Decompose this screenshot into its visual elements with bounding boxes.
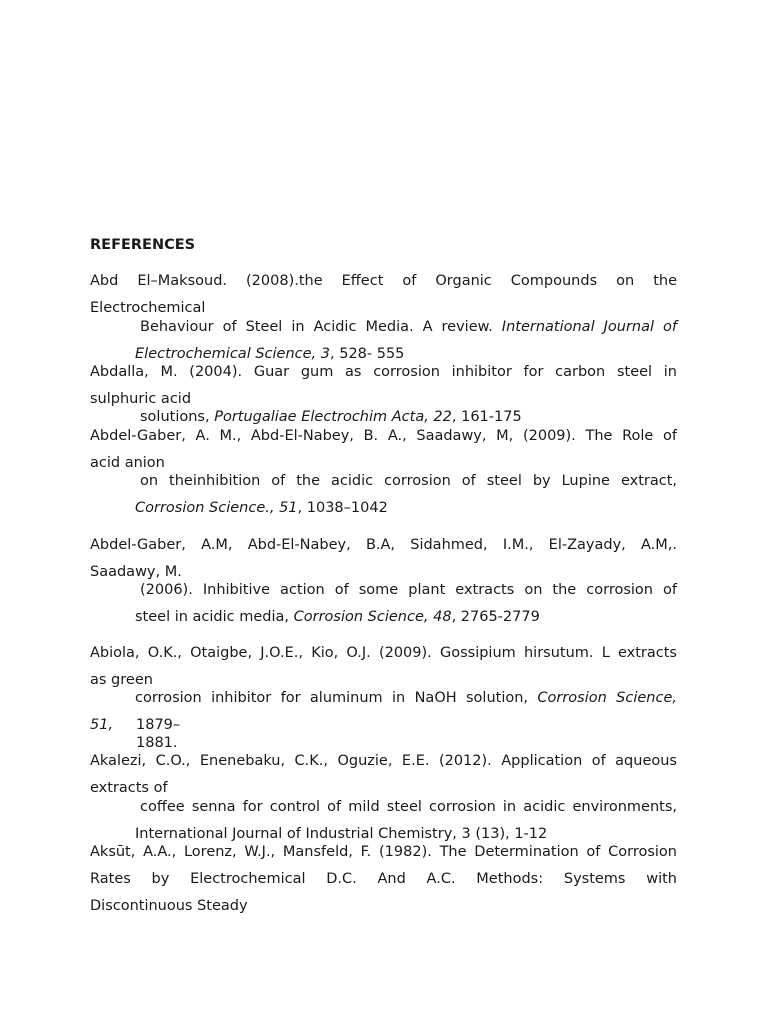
ref-6-line-4: International Journal of Industrial Chemistry, 3 (13), 1-12 (135, 826, 548, 842)
ref-5-line-1: Abiola, O.K., Otaigbe, J.O.E., Kio, O.J. (2009). Gossipium hirsutum. L extracts (90, 645, 677, 661)
ref-6-line-3: coffee senna for control of mild steel corrosion in acidic environments, (140, 799, 677, 815)
ref-1-line-2: Electrochemical (90, 300, 206, 316)
ref-1-line-3: Behaviour of Steel in Acidic Media. A review. International Journal of (140, 319, 677, 335)
ref-5-line-5: 1881. (136, 735, 178, 751)
ref-7-line-3: Discontinuous Steady (90, 898, 248, 914)
ref-7-line-1: Aksūt, A.A., Lorenz, W.J., Mansfeld, F. (1982). The Determination of Corrosion (90, 844, 677, 860)
ref-5-line-2: as green (90, 672, 153, 688)
ref-6-line-2: extracts of (90, 780, 168, 796)
ref-4-line-3: (2006). Inhibitive action of some plant extracts on the corrosion of (140, 582, 677, 598)
ref-3-line-1: Abdel-Gaber, A. M., Abd-El-Nabey, B. A., Saadawy, M, (2009). The Role of (90, 428, 677, 444)
ref-7-line-2: Rates by Electrochemical D.C. And A.C. Methods: Systems with (90, 871, 677, 887)
ref-1-line-4: Electrochemical Science, 3, 528- 555 (135, 346, 405, 362)
ref-2-line-2: sulphuric acid (90, 391, 192, 407)
ref-5-line-4b: 1879– (136, 717, 181, 733)
ref-6-line-1: Akalezi, C.O., Enenebaku, C.K., Oguzie, E.E. (2012). Application of aqueous (90, 753, 677, 769)
ref-4-line-2: Saadawy, M. (90, 564, 182, 580)
ref-4-line-1: Abdel-Gaber, A.M, Abd-El-Nabey, B.A, Sidahmed, I.M., El-Zayady, A.M,. (90, 537, 677, 553)
ref-2-line-1: Abdalla, M. (2004). Guar gum as corrosion inhibitor for carbon steel in (90, 364, 677, 380)
ref-1-line-1: Abd El–Maksoud. (2008).the Effect of Organic Compounds on the (90, 273, 677, 289)
ref-5-line-4a: 51, (90, 717, 114, 733)
ref-5-line-3: corrosion inhibitor for aluminum in NaOH solution, Corrosion Science, (135, 690, 677, 706)
ref-3-line-3: on theinhibition of the acidic corrosion of steel by Lupine extract, (140, 473, 677, 489)
references-heading: REFERENCES (90, 237, 196, 253)
ref-3-line-4: Corrosion Science., 51, 1038–1042 (135, 500, 388, 516)
ref-2-line-3: solutions, Portugaliae Electrochim Acta, 22, 161-175 (140, 409, 522, 425)
ref-3-line-2: acid anion (90, 455, 165, 471)
ref-4-line-4: steel in acidic media, Corrosion Science, 48, 2765-2779 (135, 609, 540, 625)
